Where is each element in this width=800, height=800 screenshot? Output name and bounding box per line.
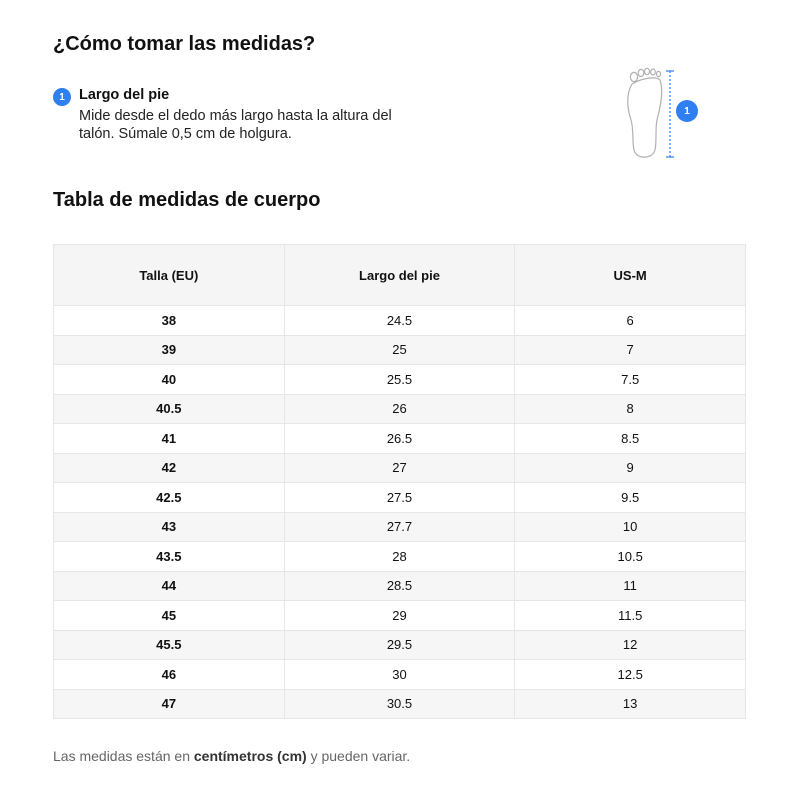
cell-foot-length: 25 bbox=[284, 335, 515, 365]
cell-us-m: 13 bbox=[515, 689, 746, 719]
cell-size-eu: 45.5 bbox=[54, 630, 285, 660]
table-header-row bbox=[54, 245, 746, 306]
table-row bbox=[54, 689, 746, 719]
cell-foot-length: 28 bbox=[284, 542, 515, 572]
column-header-us-m: US-M bbox=[515, 245, 746, 306]
cell-us-m: 7 bbox=[515, 335, 746, 365]
note-unit: centímetros (cm) bbox=[193, 748, 307, 764]
cell-foot-length: 29.5 bbox=[284, 630, 515, 660]
cell-size-eu: 41 bbox=[54, 424, 285, 454]
cell-foot-length: 25.5 bbox=[284, 365, 515, 395]
table-row bbox=[54, 453, 746, 483]
cell-us-m: 6 bbox=[515, 306, 746, 336]
cell-size-eu: 38 bbox=[54, 306, 285, 336]
cell-us-m: 10 bbox=[515, 512, 746, 542]
cell-us-m: 12 bbox=[515, 630, 746, 660]
table-row bbox=[54, 424, 746, 454]
step-number-badge: 1 bbox=[676, 100, 698, 122]
cell-size-eu: 44 bbox=[54, 571, 285, 601]
table-row bbox=[54, 542, 746, 572]
cell-foot-length: 26.5 bbox=[284, 424, 515, 454]
cell-us-m: 11 bbox=[515, 571, 746, 601]
cell-size-eu: 43 bbox=[54, 512, 285, 542]
table-row bbox=[54, 601, 746, 631]
table-row bbox=[54, 306, 746, 336]
cell-us-m: 11.5 bbox=[515, 601, 746, 631]
measurement-note bbox=[53, 748, 410, 764]
table-row bbox=[54, 335, 746, 365]
cell-size-eu: 45 bbox=[54, 601, 285, 631]
cell-size-eu: 42.5 bbox=[54, 483, 285, 513]
cell-foot-length: 24.5 bbox=[284, 306, 515, 336]
table-row bbox=[54, 571, 746, 601]
cell-foot-length: 27.5 bbox=[284, 483, 515, 513]
cell-size-eu: 40 bbox=[54, 365, 285, 395]
foot-length-title: Largo del pie bbox=[79, 87, 170, 103]
size-table bbox=[53, 244, 746, 719]
cell-size-eu: 47 bbox=[54, 689, 285, 719]
column-header-size-eu: Talla (EU) bbox=[54, 245, 285, 306]
size-table-heading: Tabla de medidas de cuerpo bbox=[53, 189, 321, 211]
cell-us-m: 9 bbox=[515, 453, 746, 483]
cell-us-m: 10.5 bbox=[515, 542, 746, 572]
cell-foot-length: 27 bbox=[284, 453, 515, 483]
cell-foot-length: 30.5 bbox=[284, 689, 515, 719]
cell-size-eu: 40.5 bbox=[54, 394, 285, 424]
cell-foot-length: 29 bbox=[284, 601, 515, 631]
step-number-badge: 1 bbox=[53, 88, 71, 106]
cell-us-m: 7.5 bbox=[515, 365, 746, 395]
note-prefix: Las medidas están en bbox=[53, 748, 194, 764]
table-row bbox=[54, 630, 746, 660]
how-to-measure-heading: ¿Cómo tomar las medidas? bbox=[53, 33, 316, 55]
cell-foot-length: 30 bbox=[284, 660, 515, 690]
table-row bbox=[54, 365, 746, 395]
table-row bbox=[54, 512, 746, 542]
note-suffix: y pueden variar. bbox=[306, 748, 411, 764]
foot-measurement-illustration bbox=[622, 64, 702, 164]
cell-us-m: 8 bbox=[515, 394, 746, 424]
cell-foot-length: 27.7 bbox=[284, 512, 515, 542]
cell-us-m: 12.5 bbox=[515, 660, 746, 690]
table-row bbox=[54, 394, 746, 424]
cell-size-eu: 39 bbox=[54, 335, 285, 365]
cell-foot-length: 26 bbox=[284, 394, 515, 424]
cell-us-m: 8.5 bbox=[515, 424, 746, 454]
cell-us-m: 9.5 bbox=[515, 483, 746, 513]
cell-foot-length: 28.5 bbox=[284, 571, 515, 601]
cell-size-eu: 42 bbox=[54, 453, 285, 483]
cell-size-eu: 43.5 bbox=[54, 542, 285, 572]
table-row bbox=[54, 483, 746, 513]
foot-length-description: Mide desde el dedo más largo hasta la altura del talón. Súmale 0,5 cm de holgura. bbox=[79, 108, 392, 142]
table-row bbox=[54, 660, 746, 690]
column-header-foot-length: Largo del pie bbox=[284, 245, 515, 306]
cell-size-eu: 46 bbox=[54, 660, 285, 690]
